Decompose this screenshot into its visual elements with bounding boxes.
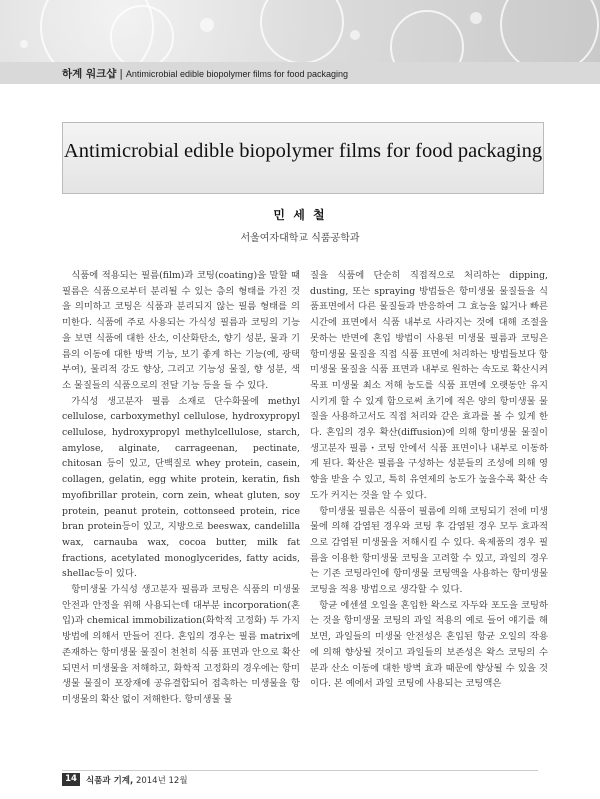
banner-dot-decoration [350,30,360,40]
body-column-left [62,268,300,708]
header-banner [0,0,600,62]
banner-ring-decoration [500,0,599,62]
author-affiliation: 서울여자대학교 식품공학과 [240,233,360,244]
running-title: Antimicrobial edible biopolymer films for food packaging [125,69,349,79]
section-label: 하계 워크샵 [62,68,117,80]
paragraph: 항미생물 필름은 식품이 필름에 의해 코팅되기 전에 미생물에 의해 감염된 경우와 코팅 후 감염된 경우 모두 효과적으로 감염된 미생물을 저해시킬 수 있다. 육제품의 경우 필름을 이용한 항미생물 코팅을 고려할 수 있고, 과일의 경우는 기존 코팅라인에 항미생물 코팅액을 사용하는 항미생물 코팅을 적용 방법으로 생각할 수 있다. [310,505,548,596]
paragraph: 항균 에센셜 오일을 혼입한 왁스로 자두와 포도을 코팅하는 것을 항미생물 코팅의 과일 적용의 예로 들어 얘기를 해보면, 과일들의 미생물 안전성은 혼입된 항균 오일의 작용에 의해 향상될 것이고 과일들의 보존성은 왁스 코팅의 수분과 산소 이동에 대한 방벽 효과 때문에 향상될 수 있을 것이다. 본 예에서 과일 코팅에 사용되는 코팅액은 [310,599,548,690]
banner-ring-decoration [110,5,174,62]
banner-dot-decoration [20,40,28,48]
banner-dot-decoration [470,12,482,24]
paragraph: 식품에 적용되는 필름(film)과 코팅(coating)을 말할 때 필름은 식품으로부터 분리될 수 있는 층의 형태를 가진 것을 의미하고 코팅은 식품과 분리되지 않는 필름 형태를 의미한다. 식품에 주로 사용되는 가식성 필름과 코팅의 기능을 보면 식품에 대한 산소, 이산화탄소, 향기 성분, 물과 기름의 이동에 대한 방벽 기능, 보기 좋게 하는 기능(예, 광택 부여), 물리적 강도 향상, 그리고 기능성 물질, 향 성분, 색소 물질들의 식품으로의 전달 기능 등을 들 수 있다. [62,270,300,391]
paragraph: 질을 식품에 단순히 직접적으로 처리하는 dipping, dusting, 또는 spraying 방법들은 항미생물 물질들을 식품표면에서 다른 물질들과 반응하여 그 효능을 잃거나 빠른 시간에 표면에서 식품 내부로 사라지는 것에 대해 조절을 못하는 반면에 혼입 방법이 사용된 미생물 필름과 코팅은 항미생물 물질을 직접 식품 표면에 처리하는 방법들보다 항미생물 물질을 식품 표면과 내부로 원하는 속도로 확산시켜 목표 미생물 최소 저해 농도를 식품 표면에 오랫동안 유지시키게 할 수 있게 함으로써 초기에 적은 양의 항미생물 물질을 사용하고서도 직접 처리와 같은 효과를 볼 수 있게 한다. 혼입의 경우 확산(diffusion)에 의해 항미생물 물질이 생고분자 필름・코팅 안에서 식품 표면이나 내부로 이동하게 된다. 확산은 필름을 구성하는 성분들의 조성에 의해 영향을 받을 수 있고, 특히 유연제의 농도가 높을수록 확산 속도가 커지는 것을 알 수 있다. [310,270,548,501]
magazine-name: 식품과 기계, [86,776,134,786]
article-title: Antimicrobial edible biopolymer films for food packaging [63,140,543,162]
author-name: 민 세 철 [273,208,327,222]
banner-dot-decoration [200,18,214,32]
paragraph: 가식성 생고분자 필름 소재로 단수화물에 methyl cellulose, carboxymethyl cellulose, hydroxypropyl cellulose, hydroxypropyl methylcellulose, starch, amylose, alginate, carrageenan, pectinate, chitosan 등이 있고, 단백질로 whey protein, casein, collagen, gelatin, egg white protein, keratin, fish myofibrillar protein, corn zein, wheat gluten, soy protein, peanut protein, cottonseed protein, rice bran protein등이 있고, 지방으로 beeswax, candelilla wax, carnauba wax, cocoa butter, milk fat fractions, acetylated monoglycerides, fatty acids, shellac등이 있다. [62,395,300,580]
header-separator: | [119,68,123,80]
banner-ring-decoration [390,10,464,62]
footer-text [86,774,188,786]
paragraph: 항미생물 가식성 생고분자 필름과 코팅은 식품의 미생물 안전과 안정을 위해 사용되는데 대부분 incorporation(혼입)과 chemical immobilization(화학적 고정화) 두 가지 방법에 의해서 만들어 진다. 혼입의 경우는 필름 matrix에 존재하는 항미생물 물질이 천천히 식품 표면과 안으로 확산되면서 미생물을 저해하고, 화학적 고정화의 경우에는 항미생물 물질이 포장재에 공유결합되어 접촉하는 미생물을 항미생물의 확산 없이 저해한다. 항미생물 물 [62,584,300,705]
page-number: 14 [62,773,80,786]
issue-date: 2014년 12월 [135,776,188,786]
running-header [62,66,348,81]
banner-ring-decoration [260,0,344,62]
body-column-right [310,268,548,692]
